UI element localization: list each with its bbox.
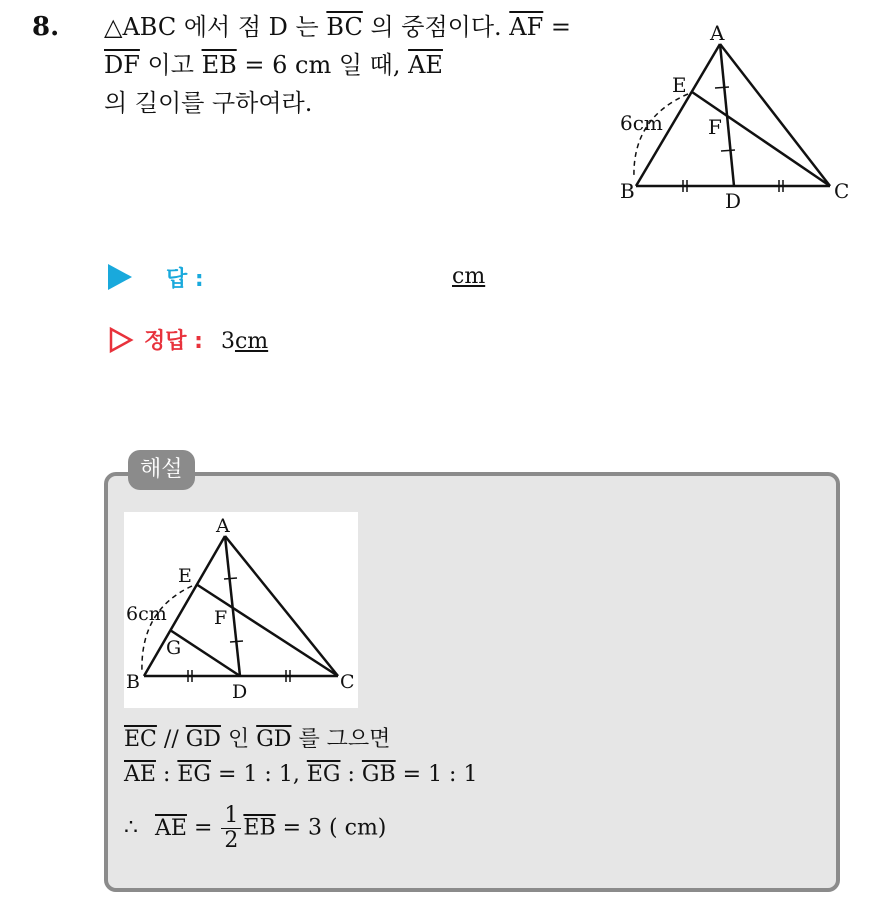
- exp-label-6cm: 6cm: [126, 603, 167, 625]
- equals-sign: =: [193, 815, 213, 841]
- fraction-numerator: 1: [221, 804, 241, 829]
- explanation-line-3: [124, 804, 386, 853]
- line1-end: 를 그으면: [298, 727, 391, 752]
- segment-ae: $\overline{AE}$: [408, 51, 443, 79]
- answer-unit: cm: [452, 264, 486, 289]
- exp-label-b: B: [126, 671, 140, 693]
- exp-label-f: F: [214, 607, 228, 629]
- question-seg3: =: [550, 13, 572, 41]
- ratio-colon-1: :: [162, 762, 171, 787]
- explanation-triangle-figure: [124, 512, 358, 708]
- fraction-denominator: 2: [224, 828, 239, 853]
- explanation-line-1: [124, 722, 390, 753]
- exp-label-a: A: [216, 515, 230, 537]
- seg-gd: $\overline{GD}$: [185, 727, 221, 752]
- explanation-figure-panel: [124, 512, 358, 708]
- seg-eb-2: $\overline{EB}$: [243, 815, 276, 841]
- question-seg5: = 6 cm 일 때,: [244, 51, 401, 79]
- correct-label: 정답 :: [144, 329, 203, 354]
- explanation-line-2: [124, 762, 477, 787]
- question-seg4: 이고: [147, 51, 194, 79]
- length-arc: [634, 94, 688, 178]
- exp-label-c: C: [340, 671, 355, 693]
- side-ac: [720, 44, 830, 186]
- seg-eg: $\overline{EG}$: [177, 762, 212, 787]
- exp-label-d: D: [232, 681, 248, 703]
- answer-row: [108, 262, 204, 293]
- play-icon: [108, 264, 132, 290]
- label-c: C: [834, 179, 850, 203]
- question-seg1: △ABC 에서 점 D 는: [104, 13, 319, 41]
- seg-gb: $\overline{GB}$: [361, 762, 396, 787]
- question-number: 8.: [32, 12, 60, 42]
- correct-number: 3: [220, 329, 235, 354]
- label-e: E: [672, 73, 687, 97]
- correct-unit: cm: [234, 329, 269, 354]
- question-seg6: 의 길이를 구하여라.: [104, 89, 313, 117]
- therefore-symbol: ∴: [124, 815, 138, 841]
- label-b: B: [620, 179, 635, 203]
- correct-value: [221, 329, 268, 354]
- segment-df: $\overline{DF}$: [104, 51, 140, 79]
- question-text: [104, 8, 594, 122]
- ratio-1: = 1 : 1,: [218, 762, 300, 787]
- exp-label-e: E: [178, 565, 192, 587]
- label-a: A: [710, 21, 725, 45]
- parallel-symbol: //: [163, 727, 179, 752]
- ratio-colon-2: :: [347, 762, 355, 787]
- answer-label: 답 :: [166, 267, 204, 292]
- label-6cm: 6cm: [620, 111, 663, 135]
- result: = 3 ( cm): [282, 815, 387, 841]
- label-f: F: [708, 115, 722, 139]
- exp-label-g: G: [166, 637, 182, 659]
- line1-mid: 인: [227, 727, 250, 752]
- segment-ec: [692, 92, 830, 186]
- segment-bc: $\overline{BC}$: [326, 13, 363, 41]
- question-seg2: 의 중점이다.: [370, 13, 502, 41]
- seg-ae: $\overline{AE}$: [124, 762, 156, 787]
- seg-ec: $\overline{EC}$: [124, 727, 157, 752]
- outline-play-icon: [108, 326, 134, 354]
- seg-gd-2: $\overline{GD}$: [256, 727, 292, 752]
- segment-eb: $\overline{EB}$: [201, 51, 237, 79]
- segment-af: $\overline{AF}$: [509, 13, 544, 41]
- ratio-2: = 1 : 1: [402, 762, 478, 787]
- question-triangle-figure: [608, 18, 858, 218]
- fraction-one-half: [221, 804, 241, 853]
- label-d: D: [725, 189, 742, 213]
- seg-ae-2: $\overline{AE}$: [155, 815, 187, 841]
- explanation-tag: 해설: [128, 450, 195, 490]
- seg-eg-2: $\overline{EG}$: [306, 762, 341, 787]
- correct-answer-row: [108, 324, 268, 355]
